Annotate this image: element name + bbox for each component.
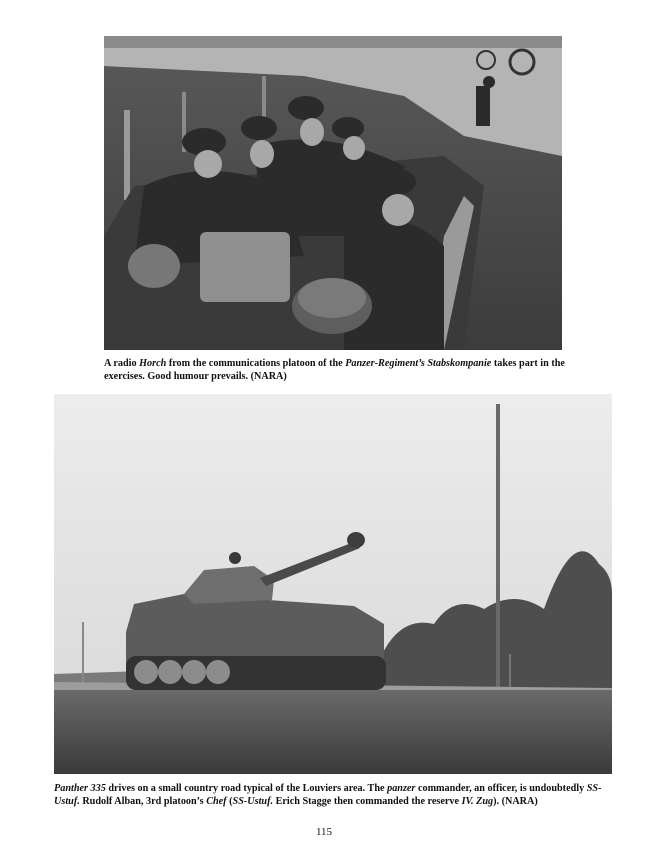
caption-part: commander, an officer, is undoubtedly (415, 783, 587, 794)
photo-radio-horch-image (104, 36, 562, 350)
caption-part: panzer (387, 783, 416, 794)
caption-part: Panzer-Regiment’s Stabskompanie (345, 358, 492, 369)
caption-part: Chef (206, 796, 227, 807)
page-number: 115 (315, 826, 333, 838)
caption-part: Panther 335 (54, 783, 106, 794)
caption-part: Rudolf Alban, 3rd platoon’s (79, 796, 207, 807)
caption-part: SS-Ustuf. (232, 796, 274, 807)
caption-radio-horch (104, 357, 566, 383)
caption-part: drives on a small country road typical of the Louviers area. The (105, 783, 388, 794)
caption-panther-335 (54, 782, 616, 808)
caption-part: SS-Ustuf. (54, 783, 602, 807)
photo-panther-335 (54, 394, 612, 774)
caption-part: ). (NARA) (493, 796, 538, 807)
caption-part: ( (226, 796, 233, 807)
caption-part: takes part in the exercises. Good humour prevails. (NARA) (104, 358, 565, 382)
photo-radio-horch (104, 36, 562, 350)
photo-panther-335-image (54, 394, 612, 774)
caption-part: from the communications platoon of the (166, 358, 346, 369)
caption-part: Horch (139, 358, 167, 369)
caption-part: A radio (104, 358, 140, 369)
caption-part: Erich Stagge then commanded the reserve (273, 796, 462, 807)
caption-part: IV. Zug (461, 796, 494, 807)
